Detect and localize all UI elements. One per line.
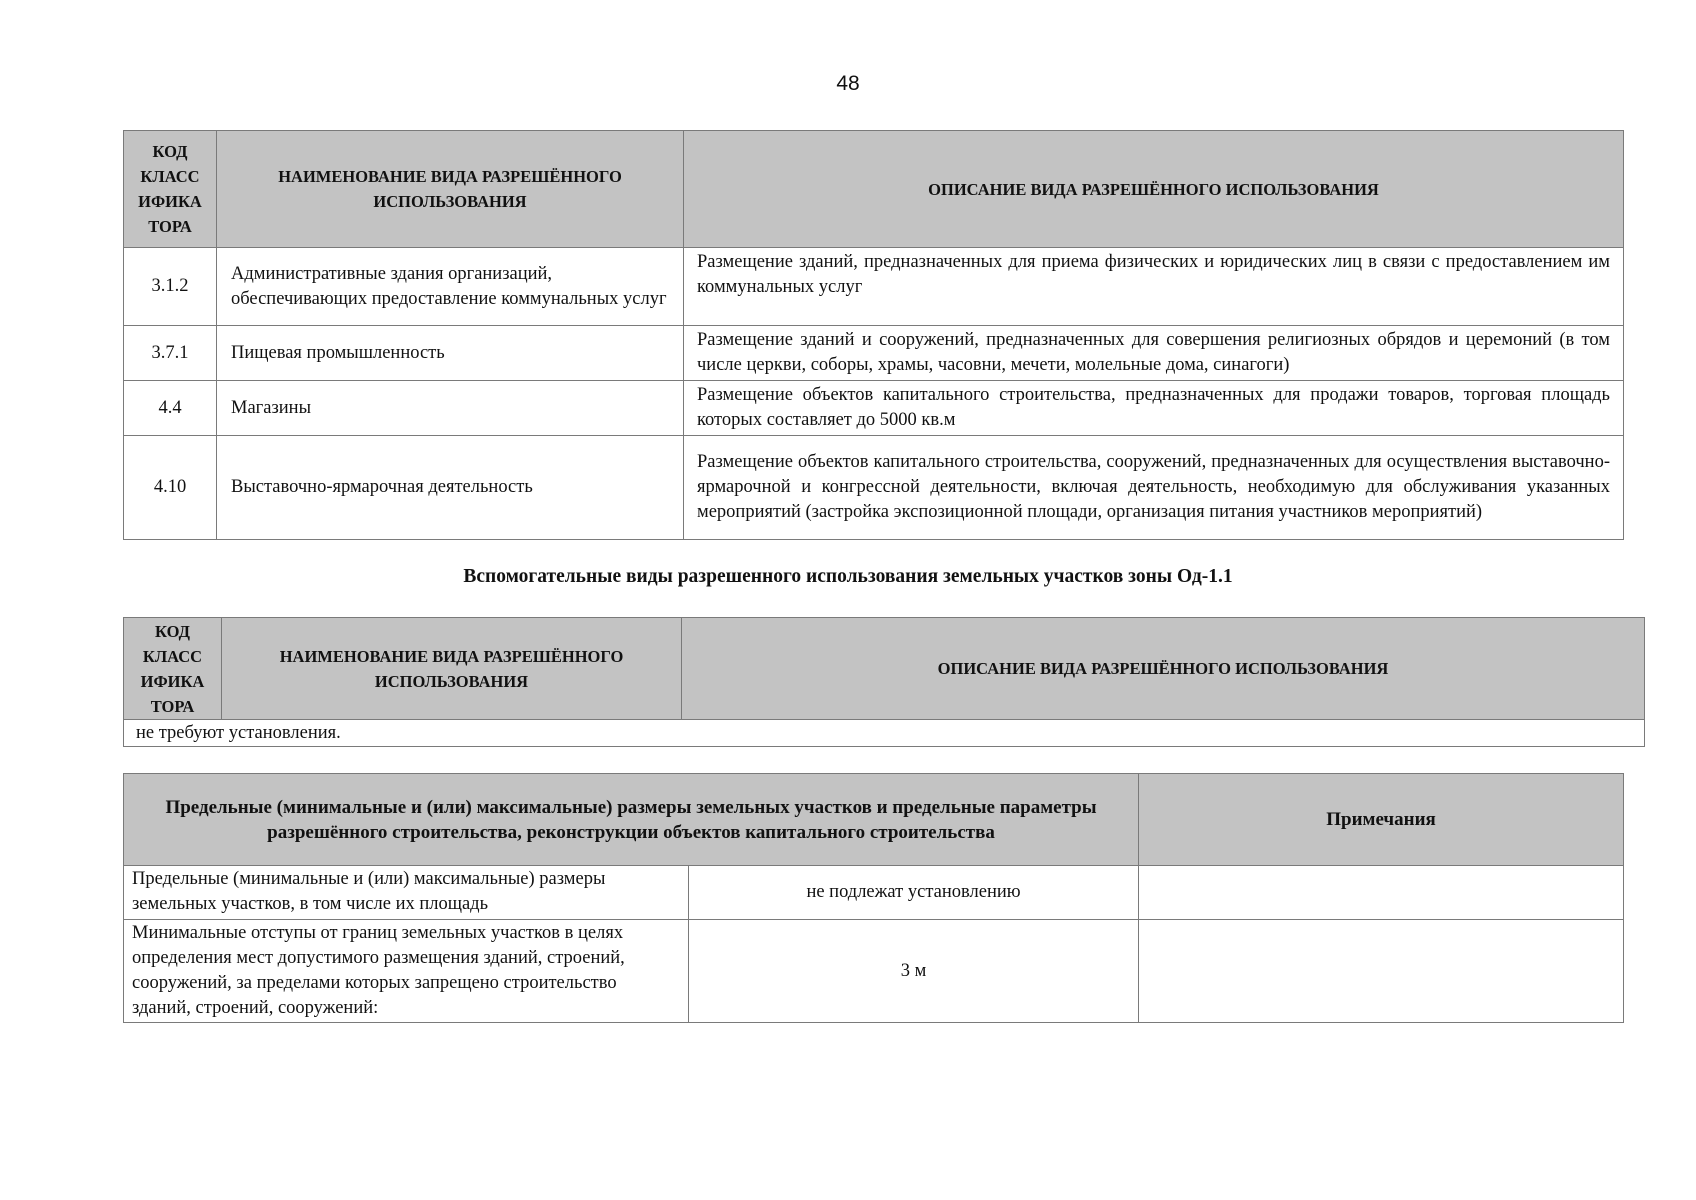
parameter-label: Минимальные отступы от границ земельных участков в целях определения мест допустимого размещения зданий, строений, сооружений, за пределами которых запрещено строительство зданий, строений, сооружений: <box>124 920 689 1023</box>
header-description: ОПИСАНИЕ ВИДА РАЗРЕШЁННОГО ИСПОЛЬЗОВАНИЯ <box>682 618 1645 720</box>
parameters-table <box>123 773 1624 1023</box>
table-row <box>124 436 1624 540</box>
permitted-use-table <box>123 130 1624 540</box>
parameter-note <box>1139 920 1624 1023</box>
row-code: 3.7.1 <box>124 326 217 381</box>
header-parameters: Предельные (минимальные и (или) максимальные) размеры земельных участков и предельные параметры разрешённого строительства, реконструкции объектов капитального строительства <box>124 774 1139 866</box>
parameter-value: 3 м <box>689 920 1139 1023</box>
row-description: Размещение зданий и сооружений, предназначенных для совершения религиозных обрядов и церемоний (в том числе церкви, соборы, храмы, часовни, мечети, молельные дома, синагоги) <box>684 326 1624 381</box>
row-name: Административные здания организаций, обеспечивающих предоставление коммунальных услуг <box>217 248 684 326</box>
row-code: 3.1.2 <box>124 248 217 326</box>
table-row <box>124 920 1624 1023</box>
table-row <box>124 720 1645 747</box>
header-name: НАИМЕНОВАНИЕ ВИДА РАЗРЕШЁННОГО ИСПОЛЬЗОВАНИЯ <box>217 131 684 248</box>
row-description: Размещение зданий, предназначенных для приема физических и юридических лиц в связи с предоставлением им коммунальных услуг <box>684 248 1624 326</box>
parameter-value: не подлежат установлению <box>689 866 1139 920</box>
row-name: Выставочно-ярмарочная деятельность <box>217 436 684 540</box>
table-header-row <box>124 131 1624 248</box>
row-name: Пищевая промышленность <box>217 326 684 381</box>
row-description: Размещение объектов капитального строительства, предназначенных для продажи товаров, торговая площадь которых составляет до 5000 кв.м <box>684 381 1624 436</box>
auxiliary-use-table <box>123 617 1645 747</box>
table-row <box>124 381 1624 436</box>
header-description: ОПИСАНИЕ ВИДА РАЗРЕШЁННОГО ИСПОЛЬЗОВАНИЯ <box>684 131 1624 248</box>
page-number: 48 <box>836 72 860 95</box>
aux-note: не требуют установления. <box>124 720 1645 747</box>
table-row <box>124 248 1624 326</box>
row-description: Размещение объектов капитального строительства, сооружений, предназначенных для осуществления выставочно-ярмарочной и конгрессной деятельности, включая деятельность, необходимую для обслуживания указанных мероприятий (застройка экспозиционной площади, организация питания участников мероприятий) <box>684 436 1624 540</box>
header-notes: Примечания <box>1139 774 1624 866</box>
row-name: Магазины <box>217 381 684 436</box>
row-code: 4.4 <box>124 381 217 436</box>
section-title: Вспомогательные виды разрешенного использования земельных участков зоны Од-1.1 <box>463 566 1233 587</box>
header-name: НАИМЕНОВАНИЕ ВИДА РАЗРЕШЁННОГО ИСПОЛЬЗОВАНИЯ <box>222 618 682 720</box>
table-header-row <box>124 618 1645 720</box>
table-row <box>124 326 1624 381</box>
table-row <box>124 866 1624 920</box>
parameter-label: Предельные (минимальные и (или) максимальные) размеры земельных участков, в том числе их площадь <box>124 866 689 920</box>
row-code: 4.10 <box>124 436 217 540</box>
table-header-row <box>124 774 1624 866</box>
parameter-note <box>1139 866 1624 920</box>
header-code: КОД КЛАСС ИФИКА ТОРА <box>124 618 222 720</box>
header-code: КОД КЛАСС ИФИКА ТОРА <box>124 131 217 248</box>
